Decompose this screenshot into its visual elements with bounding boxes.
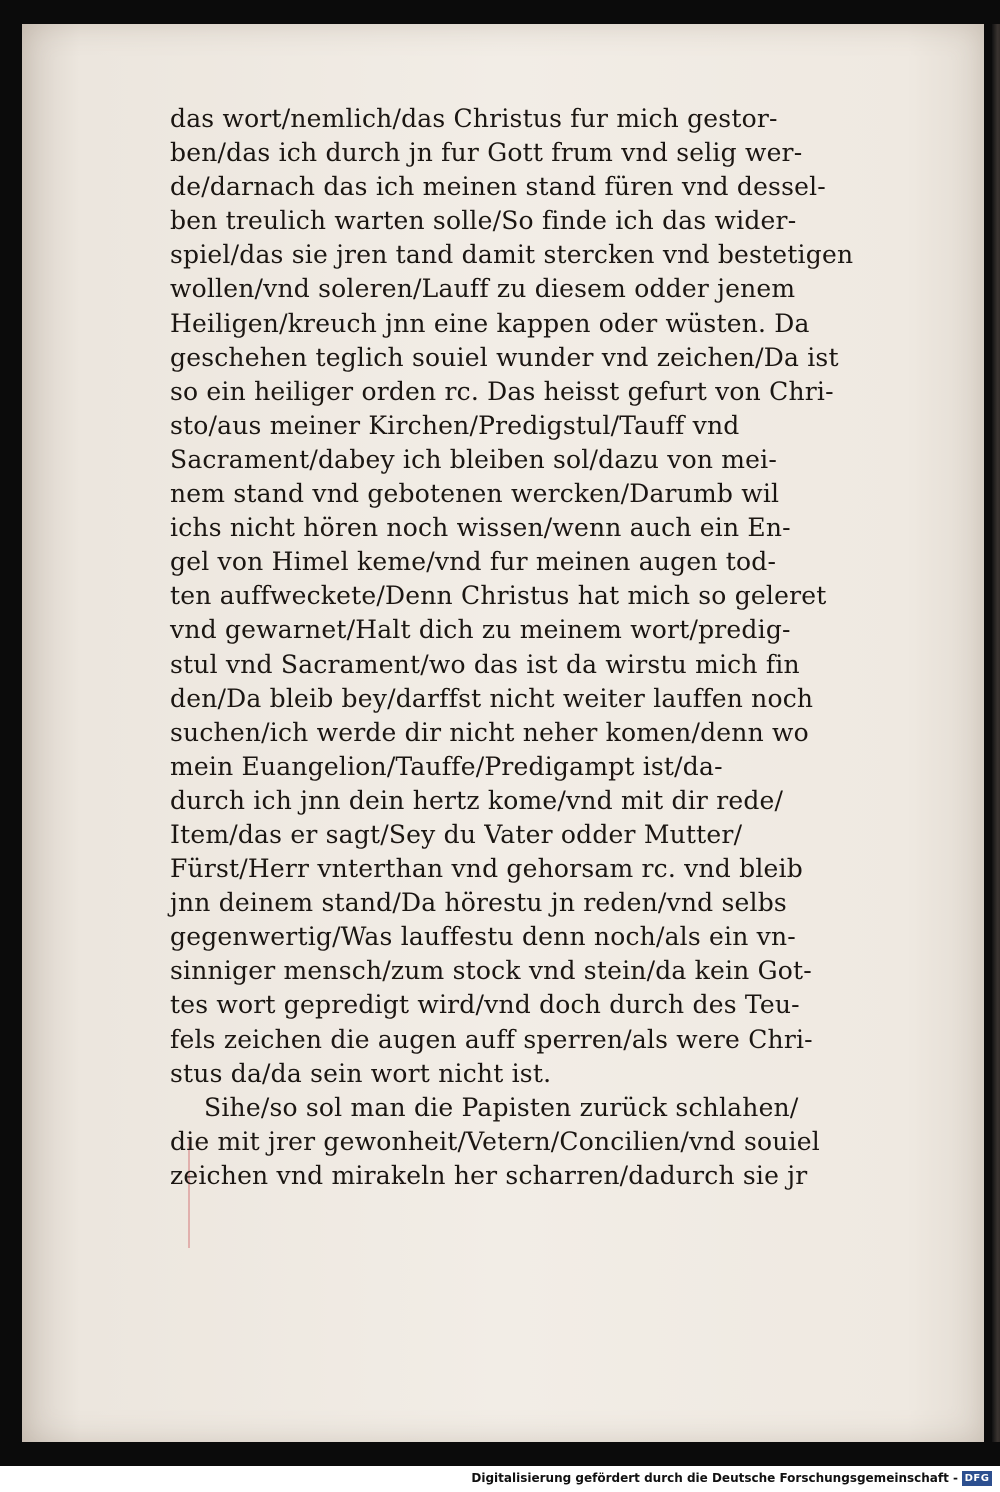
text-line: tes wort gepredigt wird/vnd doch durch des Teu- [170, 990, 800, 1020]
text-line: Sacrament/dabey ich bleiben sol/dazu von mei- [170, 444, 778, 474]
footer-credit: Digitalisierung gefördert durch die Deutsche Forschungsgemeinschaft - [471, 1471, 958, 1485]
text-line: Fürst/Herr vnterthan vnd gehorsam rc. vnd bleib [170, 854, 803, 884]
text-line: Sihe/so sol man die Papisten zurück schlahen/ [204, 1092, 799, 1122]
text-line: wollen/vnd soleren/Lauff zu diesem odder jenem [170, 274, 796, 304]
text-line: de/darnach das ich meinen stand füren vnd dessel- [170, 172, 826, 202]
text-line: zeichen vnd mirakeln her scharren/dadurch sie jr [170, 1160, 808, 1190]
text-line: durch ich jnn dein hertz kome/vnd mit dir rede/ [170, 785, 784, 815]
text-line: ben/das ich durch jn fur Gott frum vnd selig wer- [170, 138, 803, 168]
footer-bar [0, 1466, 1000, 1492]
text-line: stus da/da sein wort nicht ist. [170, 1058, 552, 1088]
body-text [170, 102, 900, 1193]
text-line: die mit jrer gewonheit/Vetern/Concilien/vnd souiel [170, 1126, 820, 1156]
text-line: sinniger mensch/zum stock vnd stein/da kein Got- [170, 956, 812, 986]
text-line: spiel/das sie jren tand damit stercken vnd bestetigen [170, 240, 854, 270]
text-line: fels zeichen die augen auff sperren/als were Chri- [170, 1024, 813, 1054]
text-line: ten auffweckete/Denn Christus hat mich so geleret [170, 581, 827, 611]
page-edge [992, 24, 1000, 1442]
text-line: mein Euangelion/Tauffe/Predigampt ist/da- [170, 751, 723, 781]
text-line: sto/aus meiner Kirchen/Predigstul/Tauff vnd [170, 410, 740, 440]
text-line: stul vnd Sacrament/wo das ist da wirstu mich fin [170, 649, 800, 679]
text-line: geschehen teglich souiel wunder vnd zeichen/Da ist [170, 342, 839, 372]
text-line: jnn deinem stand/Da hörestu jn reden/vnd selbs [170, 888, 787, 918]
text-line: Heiligen/kreuch jnn eine kappen oder wüsten. Da [170, 308, 810, 338]
text-line: ben treulich warten solle/So finde ich das wider- [170, 206, 797, 236]
text-line: vnd gewarnet/Halt dich zu meinem wort/predig- [170, 615, 791, 645]
text-line: Item/das er sagt/Sey du Vater odder Mutter/ [170, 819, 743, 849]
text-line: gel von Himel keme/vnd fur meinen augen tod- [170, 547, 777, 577]
dfg-logo: DFG [962, 1471, 992, 1486]
text-line: das wort/nemlich/das Christus fur mich gestor- [170, 104, 778, 133]
text-line: suchen/ich werde dir nicht neher komen/denn wo [170, 717, 809, 747]
text-line: den/Da bleib bey/darffst nicht weiter lauffen noch [170, 683, 814, 713]
text-line: so ein heiliger orden rc. Das heisst gefurt von Chri- [170, 376, 834, 406]
text-line: ichs nicht hören noch wissen/wenn auch ein En- [170, 513, 791, 543]
text-line: gegenwertig/Was lauffestu denn noch/als ein vn- [170, 922, 796, 952]
text-line: nem stand vnd gebotenen wercken/Darumb wil [170, 479, 780, 509]
